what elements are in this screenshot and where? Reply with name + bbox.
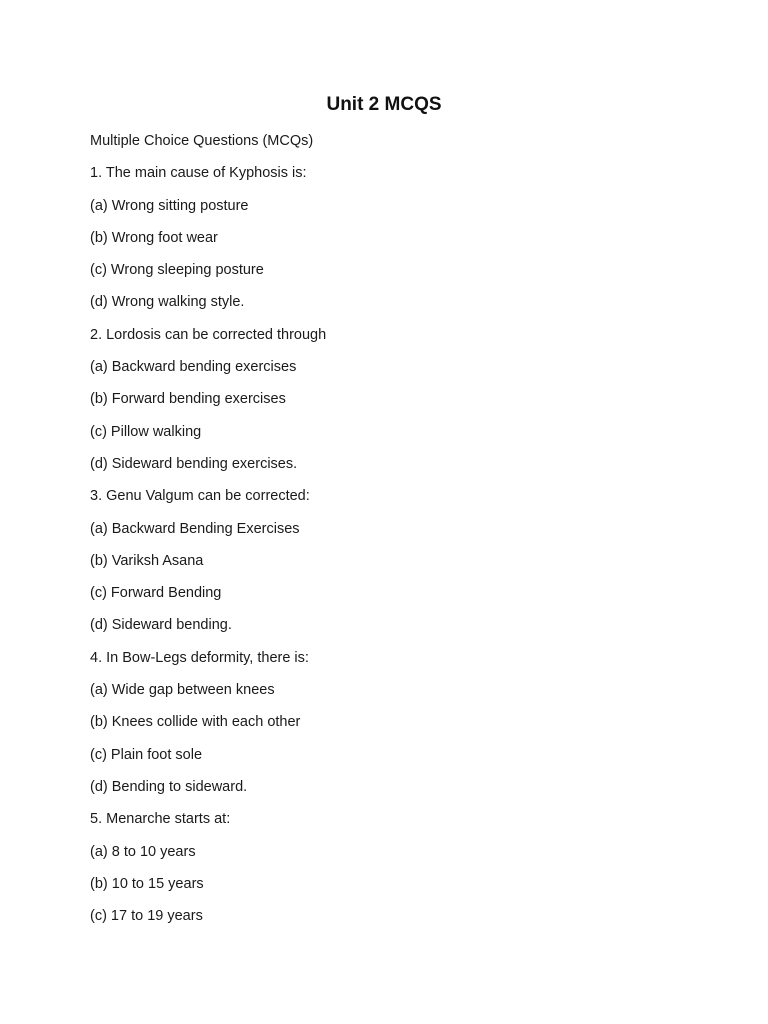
question-3-option-c: (c) Forward Bending [90,585,222,602]
question-4-option-c: (c) Plain foot sole [90,746,203,763]
question-5-option-c: (c) 17 to 19 years [90,908,203,925]
question-1-option-c: (c) Wrong sleeping posture [90,262,264,279]
question-1-option-d: (d) Wrong walking style. [90,294,245,311]
question-5: 5. Menarche starts at: [90,811,231,828]
question-4: 4. In Bow-Legs deformity, there is: [90,649,309,666]
question-2-option-b: (b) Forward bending exercises [90,391,286,408]
question-4-option-d: (d) Bending to sideward. [90,778,248,795]
document-title: Unit 2 MCQS [326,94,442,115]
question-1: 1. The main cause of Kyphosis is: [90,165,307,182]
question-3-option-a: (a) Backward Bending Exercises [90,520,300,537]
document-body [90,130,690,937]
question-1-option-b: (b) Wrong foot wear [90,229,218,246]
question-4-option-b: (b) Knees collide with each other [90,714,301,731]
question-3-option-b: (b) Variksh Asana [90,552,204,569]
question-1-option-a: (a) Wrong sitting posture [90,197,249,214]
question-5-option-a: (a) 8 to 10 years [90,843,196,860]
question-2-option-a: (a) Backward bending exercises [90,359,297,376]
question-3-option-d: (d) Sideward bending. [90,617,232,634]
question-2-option-c: (c) Pillow walking [90,423,202,440]
question-2-option-d: (d) Sideward bending exercises. [90,455,298,472]
question-5-option-b: (b) 10 to 15 years [90,875,204,892]
question-3: 3. Genu Valgum can be corrected: [90,488,310,505]
question-2: 2. Lordosis can be corrected through [90,326,327,343]
question-4-option-a: (a) Wide gap between knees [90,682,275,699]
section-heading: Multiple Choice Questions (MCQs) [90,133,314,149]
